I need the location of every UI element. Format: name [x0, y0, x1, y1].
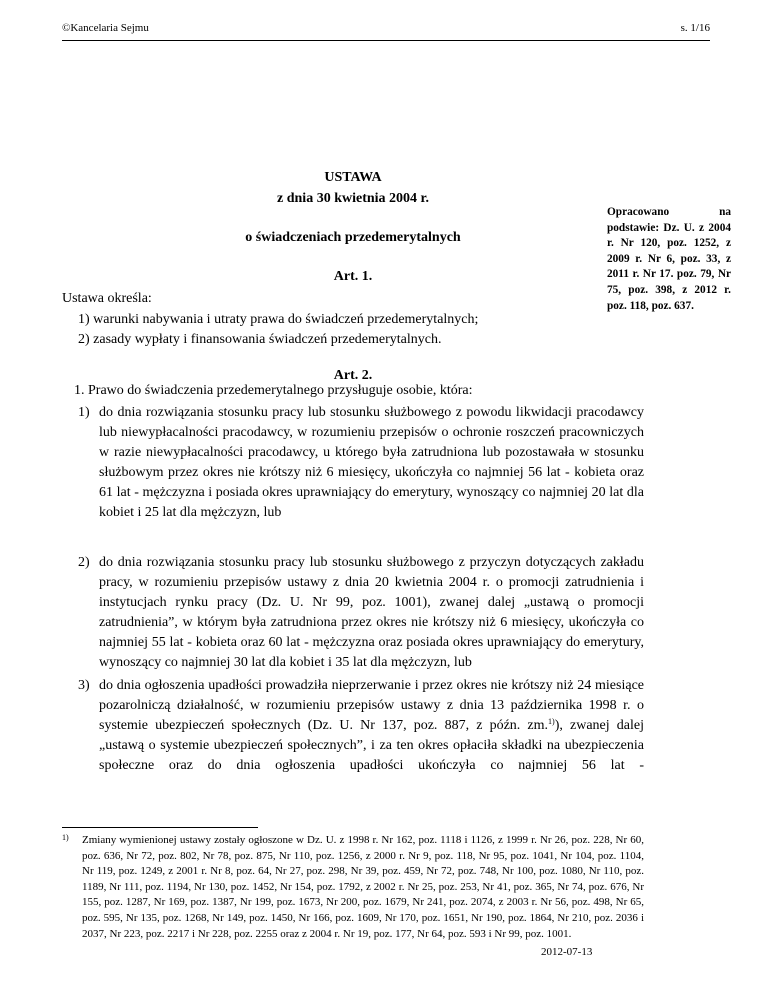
point-number: 2)	[78, 555, 90, 570]
footnote-separator	[62, 827, 258, 828]
point-text: do dnia rozwiązania stosunku pracy lub stosunku służbowego z powodu likwidacji pracodawcy lub niewypłacalności pracodawcy, w rozumieniu przepisów o ochronie roszczeń pracowniczych w razie niewypłacalności pracodawcy, u którego była zatrudniona lub pozostawała w stosunku służbowym przez okres nie krótszy niż 6 miesięcy, ukończyła co najmniej 56 lat - kobieta oraz 61 lat - mężczyzna i posiada okres uprawniający do emerytury, wynoszący co najmniej 20 lat dla kobiet i 25 lat dla mężczyzn, lub	[99, 405, 644, 520]
art1-item-2: 2) zasady wypłaty i finansowania świadczeń przedemerytalnych.	[78, 332, 442, 347]
point-text: do dnia rozwiązania stosunku pracy lub stosunku służbowego z przyczyn dotyczących zakładu pracy, w rozumieniu przepisów ustawy z dnia 20 kwietnia 2004 r. o promocji zatrudnienia i instytucjach rynku pracy (Dz. U. Nr 99, poz. 1001), zwanej dalej „ustawą o promocji zatrudnienia”, w którym była zatrudniona przez okres nie krótszy niż 6 miesięcy, ukończyła co najmniej 55 lat - kobieta oraz 60 lat - mężczyzna oraz posiada okres uprawniający do emerytury, wynoszący co najmniej 30 lat dla kobiet i 35 lat dla mężczyzn, lub	[99, 555, 644, 670]
point-text-part-b: ), zwanej dalej „ustawą o systemie ubezpieczeń społecznych”, i za ten okres opłaciła składki na ubezpieczenia społeczne oraz do dnia ogłoszenia upadłości ukończyła co najmniej 56 lat -	[99, 718, 644, 773]
point-text	[99, 676, 644, 776]
art1-intro: Ustawa określa:	[62, 291, 152, 306]
art2-point-1	[78, 403, 644, 523]
header-source: ©Kancelaria Sejmu	[62, 22, 149, 34]
art2-paragraph-1: 1. Prawo do świadczenia przedemerytalnego przysługuje osobie, która:	[74, 383, 473, 398]
footer-date: 2012-07-13	[541, 946, 593, 958]
art1-heading: Art. 1.	[333, 269, 373, 284]
act-subject: o świadczeniach przedemerytalnych	[245, 230, 461, 245]
art1-item-1: 1) warunki nabywania i utraty prawa do świadczeń przedemerytalnych;	[78, 312, 479, 327]
footnote-text: Zmiany wymienionej ustawy zostały ogłoszone w Dz. U. z 1998 r. Nr 162, poz. 1118 i 1126, z 1999 r. Nr 26, poz. 228, Nr 60, poz. 636, Nr 72, poz. 802, Nr 78, poz. 875, Nr 110, poz. 1256, z 2000 r. Nr 9, poz. 118, Nr 95, poz. 1041, Nr 104, poz. 1104, Nr 119, poz. 1249, z 2001 r. Nr 8, poz. 64, Nr 27, poz. 298, Nr 39, poz. 459, Nr 72, poz. 748, Nr 100, poz. 1080, Nr 110, poz. 1189, Nr 111, poz. 1194, Nr 130, poz. 1452, Nr 154, poz. 1792, z 2002 r. Nr 25, poz. 253, Nr 41, poz. 365, Nr 74, poz. 676, Nr 155, poz. 1287, Nr 169, poz. 1387, Nr 199, poz. 1673, Nr 200, poz. 1679, Nr 241, poz. 2074, z 2003 r. Nr 56, poz. 498, Nr 65, poz. 595, Nr 135, poz. 1268, Nr 149, poz. 1450, Nr 166, poz. 1609, Nr 170, poz. 1651, Nr 190, poz. 1864, Nr 210, poz. 2036 i 2037, Nr 223, poz. 2217 i Nr 228, poz. 2255 oraz z 2004 r. Nr 19, poz. 177, Nr 64, poz. 593 i Nr 99, poz. 1001.	[82, 834, 644, 940]
point-text-part-a: do dnia ogłoszenia upadłości prowadziła nieprzerwanie i przez okres nie krótszy niż 24 miesiące pozarolniczą działalność, w rozumieniu przepisów ustawy z dnia 13 października 1998 r. o systemie ubezpieczeń społecznych (Dz. U. Nr 137, poz. 887, z późn. zm.	[99, 678, 644, 733]
consolidation-note: Opracowano na podstawie: Dz. U. z 2004 r. Nr 120, poz. 1252, z 2009 r. Nr 6, poz. 33, z 2011 r. Nr 17. poz. 79, Nr 75, poz. 398, z 2012 r. poz. 118, poz. 637.	[607, 206, 731, 312]
art2-point-3	[78, 676, 644, 776]
art2-point-2	[78, 553, 644, 673]
point-number: 1)	[78, 405, 90, 420]
art2-heading: Art. 2.	[333, 368, 373, 383]
footnote	[62, 833, 644, 942]
header-page-number: s. 1/16	[680, 22, 710, 34]
footnote-mark: 1)	[62, 833, 69, 842]
act-type: USTAWA	[324, 170, 382, 185]
footnote-reference[interactable]: 1)	[548, 717, 555, 726]
act-date: z dnia 30 kwietnia 2004 r.	[277, 191, 429, 206]
header-divider	[62, 40, 710, 41]
point-number: 3)	[78, 678, 90, 693]
